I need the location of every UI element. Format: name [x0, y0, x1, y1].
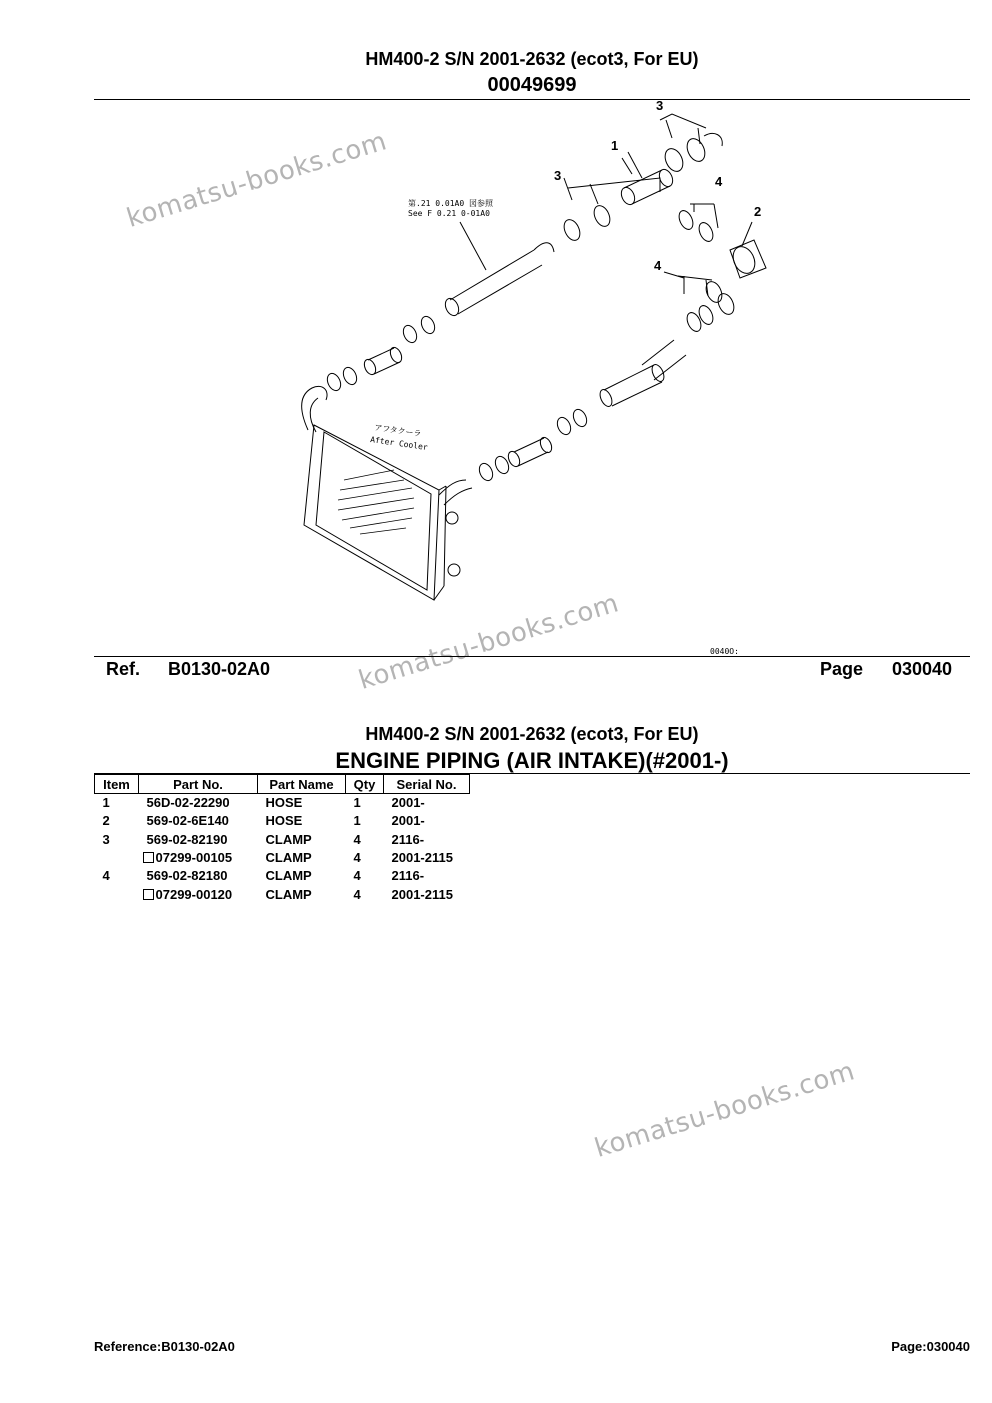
- cell-item: [95, 885, 139, 903]
- watermark-1: komatsu-books.com: [123, 126, 391, 234]
- cell-qty: 1: [353, 795, 361, 811]
- section-model-title: HM400-2 S/N 2001-2632 (ecot3, For EU): [365, 724, 699, 744]
- see-figure-note-jp: 第.21 0.01A0 図参照: [408, 199, 493, 208]
- header-item: Item: [95, 775, 139, 794]
- parts-table: [94, 774, 470, 903]
- cell-item: [95, 848, 139, 866]
- cell-item: 4: [102, 868, 110, 884]
- table-row: [95, 867, 470, 885]
- cell-qty: 1: [353, 813, 361, 829]
- cell-part-name: CLAMP: [265, 886, 312, 902]
- header-serial-no: Serial No.: [384, 775, 470, 794]
- table-header-row: [95, 775, 470, 794]
- cell-item: 2: [102, 813, 110, 829]
- cell-part-no: 569-02-6E140: [146, 813, 229, 829]
- cell-part-no: 569-02-82190: [146, 831, 228, 847]
- cell-serial: 2001-2115: [391, 886, 453, 902]
- header-part-name: Part Name: [258, 775, 346, 794]
- substitute-box-icon: [143, 852, 154, 863]
- cell-part-name: CLAMP: [265, 868, 312, 884]
- cell-part-no: 07299-00120: [155, 886, 233, 902]
- after-cooler-label-jp: アフタクーラ: [373, 423, 422, 439]
- callout-4a: 4: [715, 174, 723, 189]
- cell-item: 1: [102, 795, 110, 811]
- cell-part-no: 56D-02-22290: [146, 795, 230, 811]
- illustration-number: 00049699: [487, 74, 577, 96]
- table-row: [95, 794, 470, 812]
- cell-serial: 2001-2115: [391, 850, 453, 866]
- cell-part-name: CLAMP: [265, 850, 312, 866]
- cell-qty: 4: [353, 868, 361, 884]
- cell-part-name: HOSE: [265, 813, 303, 829]
- figure-code: 0040O:: [710, 647, 739, 656]
- after-cooler: [304, 425, 439, 600]
- footer-reference: Reference:B0130-02A0: [94, 1339, 235, 1354]
- cell-part-no: 07299-00105: [155, 850, 233, 866]
- callout-4b: 4: [654, 258, 662, 273]
- substitute-box-icon: [143, 889, 154, 900]
- callout-2: 2: [754, 204, 762, 219]
- cell-item: 3: [102, 831, 110, 847]
- ref-label: Ref.: [106, 659, 141, 679]
- ref-value: B0130-02A0: [168, 659, 271, 679]
- cell-serial: 2001-: [391, 795, 425, 811]
- cell-part-no: 569-02-82180: [146, 868, 228, 884]
- callout-3a: 3: [656, 100, 664, 113]
- cell-serial: 2001-: [391, 813, 425, 829]
- watermark-3: komatsu-books.com: [591, 1056, 859, 1164]
- table-row: [95, 848, 470, 866]
- page-value: 030040: [892, 659, 953, 679]
- cell-part-name: HOSE: [265, 795, 303, 811]
- table-row: [95, 812, 470, 830]
- table-row: [95, 830, 470, 848]
- cell-part-name: CLAMP: [265, 831, 312, 847]
- ref-rule: [94, 656, 970, 657]
- section-title: ENGINE PIPING (AIR INTAKE)(#2001-): [335, 748, 729, 773]
- cell-serial: 2116-: [391, 868, 425, 884]
- table-row: [95, 885, 470, 903]
- see-figure-note-en: See F 0.21 0-01A0: [408, 209, 490, 218]
- cell-qty: 4: [353, 886, 361, 902]
- parts-diagram: [94, 100, 970, 656]
- callout-3b: 3: [554, 168, 562, 183]
- model-title: HM400-2 S/N 2001-2632 (ecot3, For EU): [365, 49, 699, 69]
- page-label: Page: [820, 659, 864, 679]
- callout-1: 1: [611, 138, 619, 153]
- watermark-2: komatsu-books.com: [355, 588, 623, 696]
- cell-qty: 4: [353, 831, 361, 847]
- cell-serial: 2116-: [391, 831, 425, 847]
- footer-page: Page:030040: [891, 1339, 970, 1354]
- after-cooler-label-en: After Cooler: [369, 435, 429, 453]
- header-qty: Qty: [346, 775, 384, 794]
- cell-qty: 4: [353, 850, 361, 866]
- header-part-no: Part No.: [139, 775, 258, 794]
